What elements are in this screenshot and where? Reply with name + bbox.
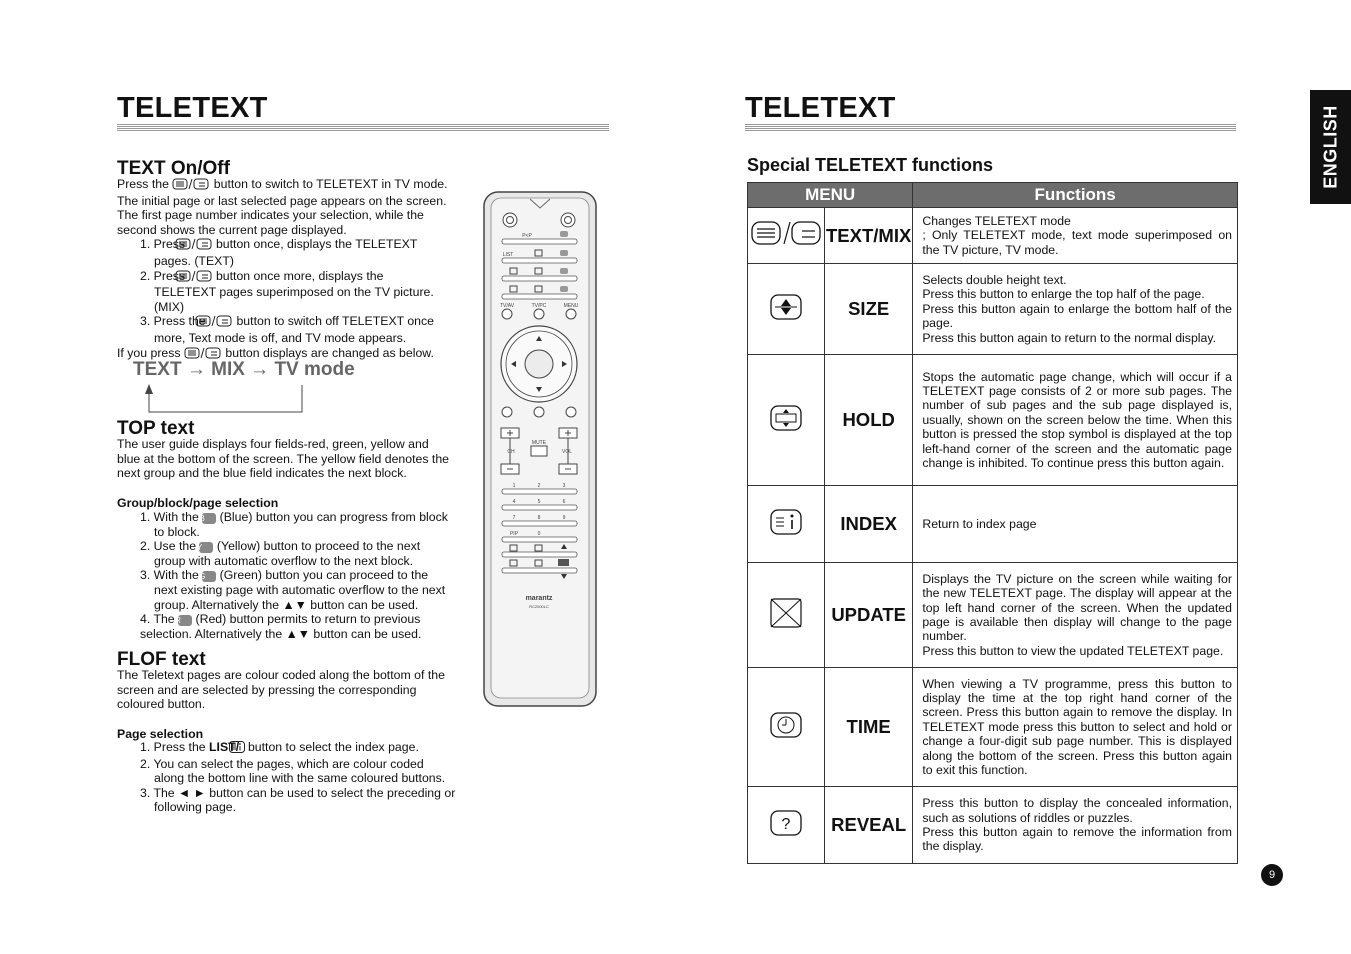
special-functions-heading: Special TELETEXT functions xyxy=(747,155,994,175)
table-row xyxy=(748,563,1238,668)
teletext-functions-table xyxy=(747,182,1238,864)
table-row xyxy=(748,355,1238,486)
yellow-button-icon: Y xyxy=(199,542,213,553)
mode-cycle-label: TEXT → MIX → TV mode xyxy=(133,359,355,380)
text-mix-icon xyxy=(189,238,213,254)
function-desc-textmix: Changes TELETEXT mode ; Only TELETEXT mode, text mode superimposed on the TV picture, TV mode. xyxy=(913,208,1238,264)
function-name-index: INDEX xyxy=(825,486,913,563)
function-name-reveal: REVEAL xyxy=(825,787,913,864)
function-desc-size: Selects double height text. Press this button to enlarge the top half of the page. Press this button again to enlarge the bottom half of the page. Press this button again to return to the normal display. xyxy=(913,264,1238,355)
language-side-tab-label: ENGLISH xyxy=(1320,105,1340,189)
remote-ch-label: CH xyxy=(507,449,515,455)
function-desc-time: When viewing a TV programme, press this button to display the time at the top right hand corner of the screen. Press this button again to remove the display. In TELETEXT mode press this button to select and hold or change a four-digit sub page number. This is displayed along the bottom of the screen. Press this button again to exit this function. xyxy=(913,668,1238,787)
remote-num-0: 0 xyxy=(537,531,541,537)
flof-text-heading: FLOF text xyxy=(117,649,206,670)
page-selection-heading: Page selection xyxy=(117,727,204,741)
green-button-icon: G xyxy=(202,571,216,582)
svg-text:?: ? xyxy=(781,815,791,833)
top-text-body: The user guide displays four fields-red, green, yellow and blue at the bottom of the screen. The yellow field denotes the next group and the blue field indicates the next block. xyxy=(117,437,449,481)
hold-icon xyxy=(770,405,802,431)
size-icon xyxy=(770,294,802,320)
function-name-time: TIME xyxy=(825,668,913,787)
flof-text-body: The Teletext pages are colour coded along the bottom of the screen and are selected by pressing the corresponding coloured button. xyxy=(117,668,445,712)
table-row xyxy=(748,264,1238,355)
left-title-rule xyxy=(117,124,609,131)
mode-cycle-arrow xyxy=(140,384,310,416)
remote-model: RC2000LC xyxy=(529,604,549,609)
page-selection-list: 1. Press the LIST/ button to select the index page. 2. You can select the pages, which are colour coded along the bottom line with the same coloured buttons. 3. The ◄ ► button can be used to select the preceding or following page. xyxy=(140,740,456,815)
reveal-icon xyxy=(770,810,802,836)
function-desc-hold: Stops the automatic page change, which will occur if a TELETEXT page consists of 2 or more sub pages. The number of sub pages and the sub page displayed is, usually, shown on the screen below the time. When this button is pressed the stop symbol is displayed at the top left-hand corner of the screen and the automatic page change is inhibited. To continue press this button again. xyxy=(913,355,1238,486)
remote-num-1: 1 xyxy=(512,483,516,489)
text-mix-icon xyxy=(189,270,213,286)
table-row xyxy=(748,486,1238,563)
time-icon xyxy=(770,712,802,738)
right-page-title: TELETEXT xyxy=(745,92,896,124)
remote-num-9: 9 xyxy=(562,515,566,521)
table-row xyxy=(748,787,1238,864)
function-name-update: UPDATE xyxy=(825,563,913,668)
red-button-icon: R xyxy=(178,615,192,626)
update-icon xyxy=(769,597,803,629)
group-block-page-heading: Group/block/page selection xyxy=(117,496,279,510)
remote-num-6: 6 xyxy=(562,499,566,505)
functions-column-header: Functions xyxy=(913,183,1238,208)
table-row xyxy=(748,208,1238,264)
remote-num-3: 3 xyxy=(562,483,566,489)
top-text-heading: TOP text xyxy=(117,418,195,439)
group-block-page-list: 1. With the B (Blue) button you can progress from block to block. 2. Use the Y (Yellow) button to proceed to the next group with automatic overflow to the next block. 3. With the G (Green) button you can proceed to the next existing page with automatic overflow to the next group. Alternatively the ▲▼ button can be used. 4. The R (Red) button permits to return to previous selection. Alternatively the ▲▼ button can be used. xyxy=(140,510,448,641)
text-onoff-body: Press the button to switch to TELETEXT in TV mode. The initial page or last selected page appears on the screen. The first page number indicates your selection, while the second shows the current page displayed. 1. Press button once, displays the TELETEXT pages. (TEXT) 2. Press button once more, displays the TELETEXT pages superimposed on the TV picture. (MIX) 3. Press the button to switch off TELETEXT once more, Text mode is off, and TV mode appears. If you press button displays are changed as below. xyxy=(117,177,477,362)
remote-pp-label: P<P xyxy=(522,233,532,239)
blue-button-icon: B xyxy=(202,513,216,524)
function-name-size: SIZE xyxy=(825,264,913,355)
menu-column-header: MENU xyxy=(748,183,913,208)
remote-mute-label: MUTE xyxy=(531,440,547,446)
table-header-row xyxy=(748,183,1238,208)
function-name-hold: HOLD xyxy=(825,355,913,486)
index-icon xyxy=(243,741,245,757)
remote-num-7: 7 xyxy=(512,515,516,521)
remote-num-5: 5 xyxy=(537,499,541,505)
function-name-textmix: TEXT/MIX xyxy=(825,208,913,264)
right-title-rule xyxy=(745,124,1236,131)
remote-num-4: 4 xyxy=(512,499,516,505)
text-mix-icon xyxy=(209,315,233,331)
remote-control-illustration xyxy=(482,190,598,710)
page-number: 9 xyxy=(1261,864,1283,886)
remote-list-label: LIST xyxy=(502,252,514,258)
remote-tvpc-label: TV/PC xyxy=(531,303,547,309)
remote-num-2: 2 xyxy=(537,483,541,489)
remote-num-8: 8 xyxy=(537,515,541,521)
remote-menu-label: MENU xyxy=(563,303,579,309)
function-desc-reveal: Press this button to display the concealed information, such as solutions of riddles or puzzles. Press this button again to remove the information from the display. xyxy=(913,787,1238,864)
remote-vol-label: VOL xyxy=(561,449,573,455)
left-page-title: TELETEXT xyxy=(117,92,268,124)
remote-pip-label: PIP xyxy=(509,531,519,537)
index-icon xyxy=(770,509,802,535)
function-desc-index: Return to index page xyxy=(913,486,1238,563)
text-mix-icon xyxy=(750,220,822,246)
text-onoff-heading: TEXT On/Off xyxy=(117,158,230,179)
function-desc-update: Displays the TV picture on the screen while waiting for the new TELETEXT page. The display will appear at the top left hand corner of the screen. When the updated page is available then display will change to the page number. Press this button to view the updated TELETEXT page. xyxy=(913,563,1238,668)
language-side-tab xyxy=(1310,90,1351,204)
remote-brand: marantz xyxy=(525,595,553,602)
text-mix-icon xyxy=(172,178,210,194)
table-row xyxy=(748,668,1238,787)
remote-tvav-label: TV/AV xyxy=(499,303,515,309)
